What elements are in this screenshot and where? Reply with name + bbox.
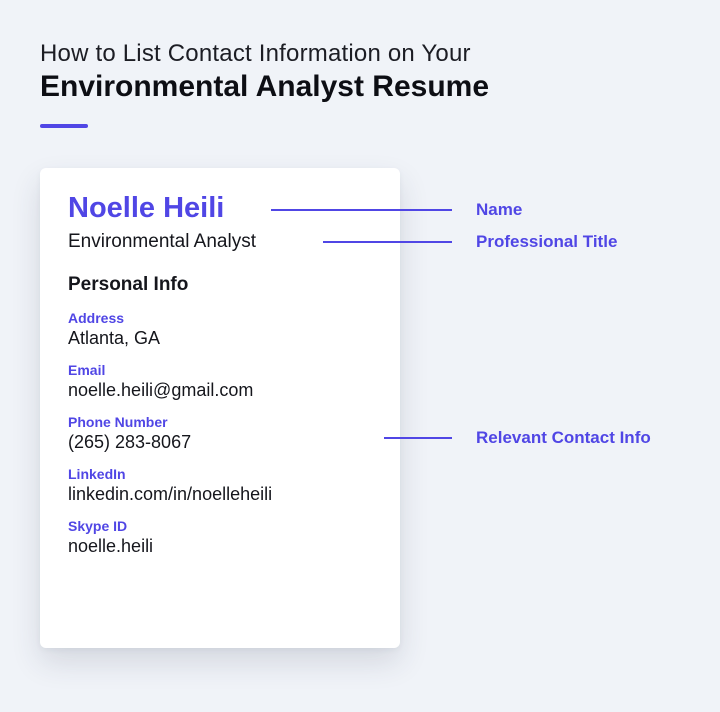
heading-underline	[40, 124, 88, 128]
email-label: Email	[68, 362, 106, 378]
email-value: noelle.heili@gmail.com	[68, 380, 254, 400]
skype-label: Skype ID	[68, 518, 128, 534]
phone-label: Phone Number	[68, 414, 168, 430]
linkedin-value: linkedin.com/in/noelleheili	[68, 484, 273, 504]
address-label: Address	[68, 310, 125, 326]
contact-connector-line	[384, 437, 452, 439]
linkedin-label: LinkedIn	[68, 466, 126, 482]
heading-line-1: How to List Contact Information on Your	[40, 40, 471, 67]
resume-card	[40, 168, 400, 648]
name-connector-line	[271, 209, 452, 211]
skype-value: noelle.heili	[68, 536, 154, 556]
heading-line-2: Environmental Analyst Resume	[40, 70, 490, 103]
title-connector-line	[323, 241, 452, 243]
resume-title: Environmental Analyst	[68, 231, 256, 252]
title-callout: Professional Title	[476, 232, 618, 251]
name-callout: Name	[476, 200, 523, 219]
contact-callout: Relevant Contact Info	[476, 428, 651, 447]
phone-value: (265) 283-8067	[68, 432, 192, 452]
resume-name: Noelle Heili	[68, 192, 225, 224]
personal-info-heading: Personal Info	[68, 274, 189, 295]
address-value: Atlanta, GA	[68, 328, 161, 348]
